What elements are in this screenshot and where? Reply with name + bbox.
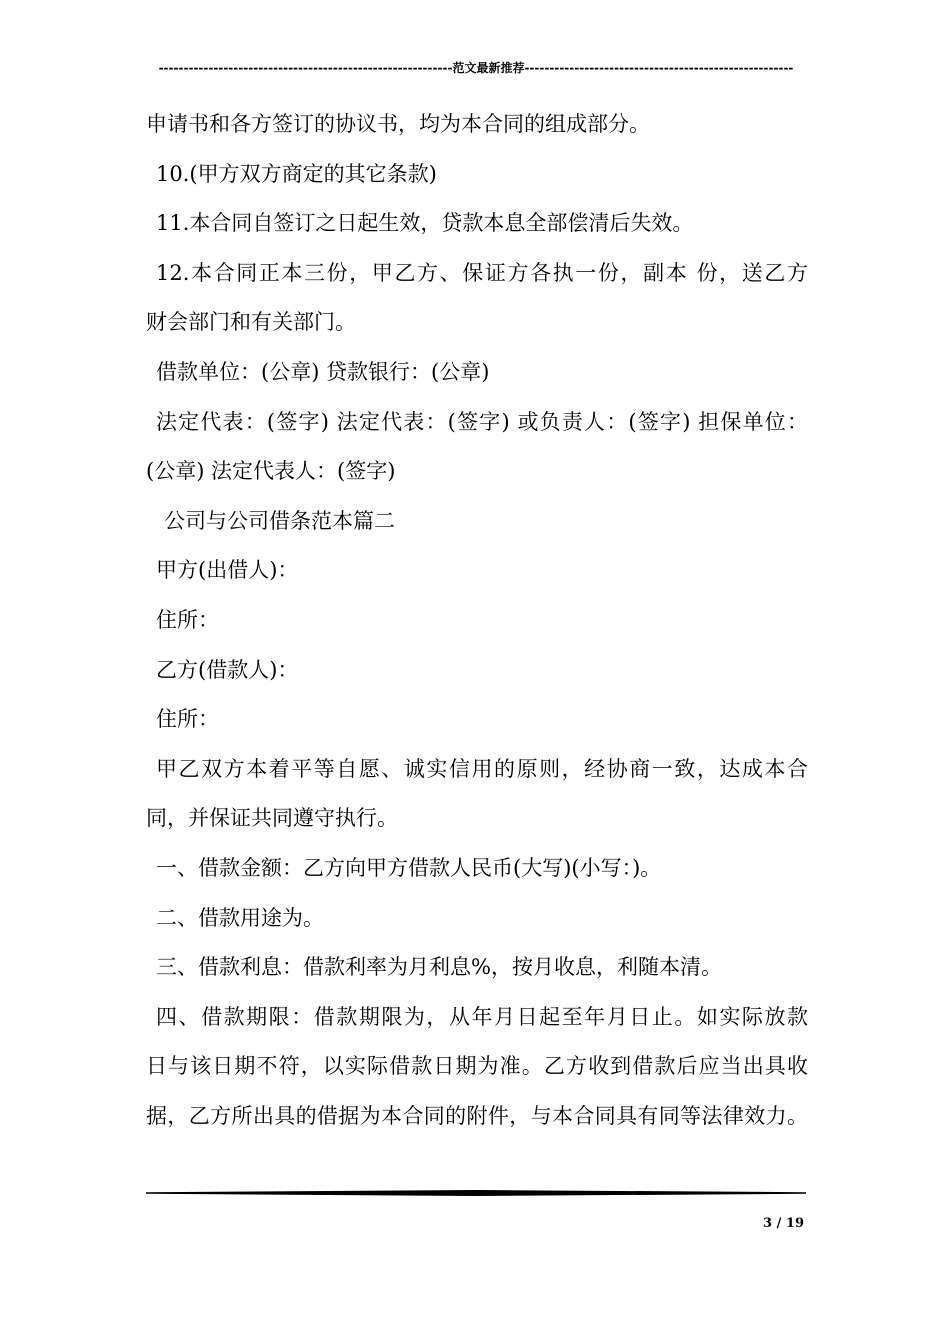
text-line: 住所： bbox=[156, 607, 219, 632]
text-line: 甲方(出借人)： bbox=[156, 558, 299, 583]
text-line: 住所： bbox=[156, 707, 219, 732]
text-line: 乙方(借款人)： bbox=[156, 657, 299, 682]
page-number bbox=[763, 1216, 804, 1231]
text-line: 四、借款期限：借款期限为，从年月日起至年月日止。如实际放款 bbox=[156, 1004, 808, 1029]
text-line: 公司与公司借条范本篇二 bbox=[164, 508, 395, 533]
text-line: 二、借款用途为。 bbox=[156, 905, 324, 930]
text-line: 一、借款金额：乙方向甲方借款人民币(大写)(小写：)。 bbox=[156, 855, 662, 880]
text-line: 财会部门和有关部门。 bbox=[146, 310, 356, 335]
text-line: 10.(甲方双方商定的其它条款) bbox=[156, 161, 437, 186]
document-body bbox=[146, 100, 808, 1141]
text-line: (公章) 法定代表人：(签字) bbox=[146, 459, 396, 484]
page-separator: / bbox=[776, 1216, 782, 1231]
page-total: 19 bbox=[785, 1216, 804, 1231]
text-line: 据，乙方所出具的借据为本合同的附件，与本合同具有同等法律效力。 bbox=[146, 1103, 808, 1128]
text-line: 日与该日期不符，以实际借款日期为准。乙方收到借款后应当出具收 bbox=[146, 1054, 808, 1079]
text-line: 申请书和各方签订的协议书，均为本合同的组成部分。 bbox=[146, 112, 650, 136]
header-title: 范文最新推荐 bbox=[452, 61, 525, 75]
text-line: 三、借款利息：借款利率为月利息%，按月收息，利随本清。 bbox=[156, 955, 722, 980]
text-line: 甲乙双方本着平等自愿、诚实信用的原则，经协商一致，达成本合 bbox=[156, 756, 808, 781]
header-left-dashes: ----------------------------------------------------------- bbox=[158, 61, 453, 75]
page-header bbox=[146, 58, 806, 78]
text-line: 借款单位：(公章) 贷款银行：(公章) bbox=[156, 359, 490, 384]
footer-rule bbox=[146, 1190, 806, 1196]
text-line: 同，并保证共同遵守执行。 bbox=[146, 806, 398, 831]
text-line: 法定代表：(签字) 法定代表：(签字) 或负责人：(签字) 担保单位： bbox=[156, 409, 808, 434]
header-right-dashes: ------------------------------------------------------ bbox=[524, 61, 794, 75]
text-line: 11.本合同自签订之日起生效，贷款本息全部偿清后失效。 bbox=[156, 211, 694, 236]
page-current: 3 bbox=[763, 1216, 773, 1231]
text-line: 12.本合同正本三份，甲乙方、保证方各执一份，副本 份，送乙方 bbox=[156, 260, 808, 285]
